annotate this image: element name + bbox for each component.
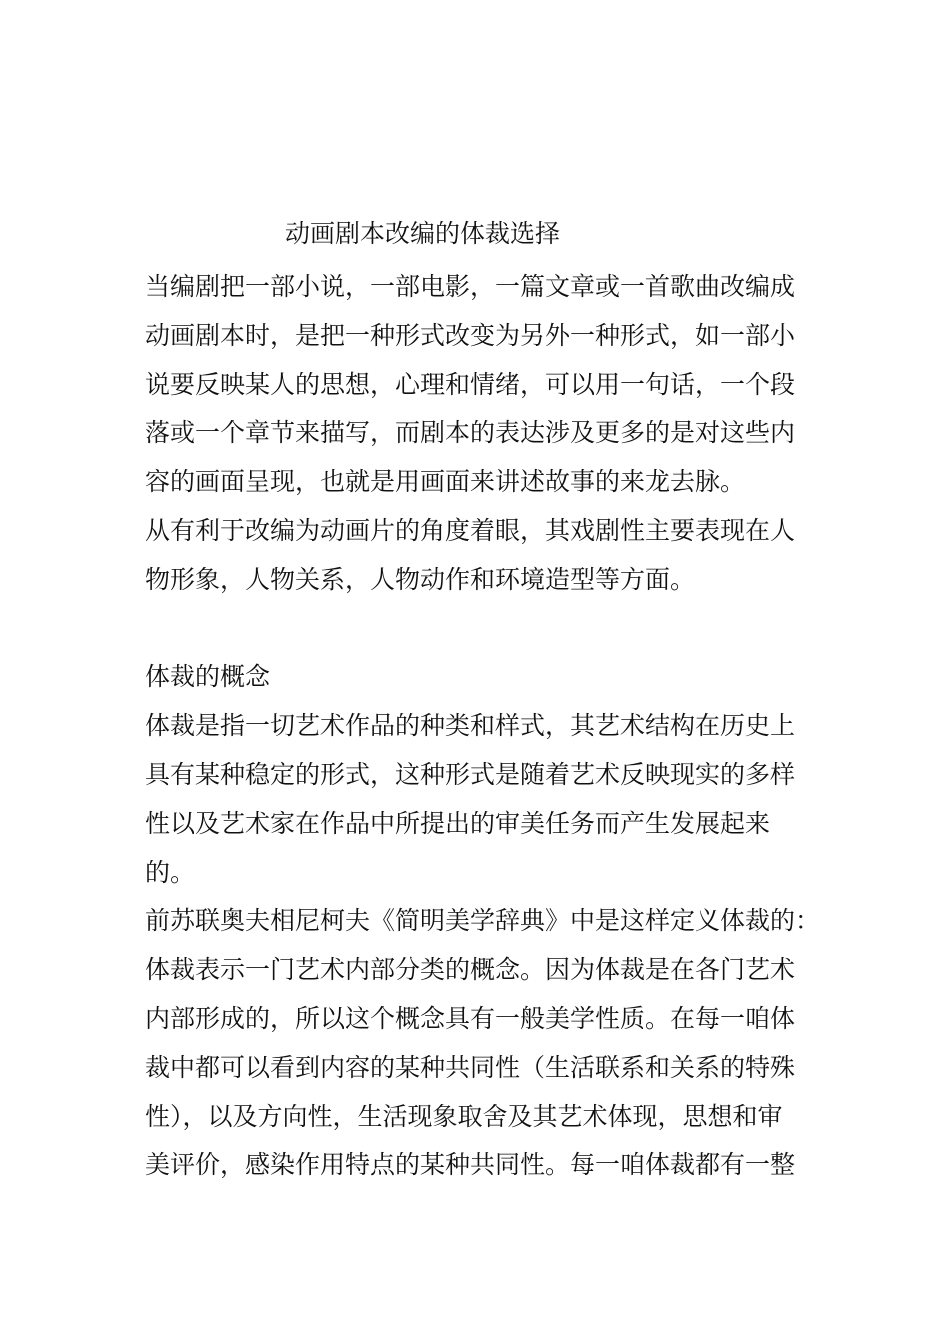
section-heading: 体裁的概念 — [145, 662, 271, 692]
text-line: 性以及艺术家在作品中所提出的审美任务而产生发展起来 — [145, 808, 771, 838]
text-line: 内部形成的，所以这个概念具有一般美学性质。在每一咱体 — [145, 1003, 796, 1033]
text-line: 当编剧把一部小说，一部电影，一篇文章或一首歌曲改编成 — [145, 272, 796, 301]
text-line: 说要反映某人的思想，心理和情绪，可以用一句话，一个段 — [145, 369, 796, 399]
document-body — [145, 263, 825, 1190]
text-line: 容的画面呈现，也就是用画面来讲述故事的来龙去脉。 — [145, 467, 746, 497]
text-line: 体裁是指一切艺术作品的种类和样式，其艺术结构在历史上 — [145, 711, 796, 741]
text-line: 的。 — [145, 857, 196, 887]
text-line: 物形象，人物关系，人物动作和环境造型等方面。 — [145, 564, 696, 594]
text-line: 具有某种稳定的形式，这种形式是随着艺术反映现实的多样 — [145, 759, 796, 789]
document-title: 动画剧本改编的体裁选择 — [285, 219, 561, 248]
text-line: 裁中都可以看到内容的某种共同性（生活联系和关系的特殊 — [145, 1052, 796, 1082]
text-line: 落或一个章节来描写，而剧本的表达涉及更多的是对这些内 — [145, 418, 796, 448]
text-line: 体裁表示一门艺术内部分类的概念。因为体裁是在各门艺术 — [145, 955, 796, 985]
text-line: 动画剧本时，是把一种形式改变为另外一种形式，如一部小 — [145, 320, 796, 350]
text-line: 性），以及方向性，生活现象取舍及其艺术体现，思想和审 — [145, 1101, 783, 1131]
text-line: 美评价，感染作用特点的某种共同性。每一咱体裁都有一整 — [145, 1150, 796, 1180]
blank-line — [145, 605, 825, 654]
text-line: 从有利于改编为动画片的角度着眼，其戏剧性主要表现在人 — [145, 515, 796, 545]
text-line: 前苏联奥夫相尼柯夫《简明美学辞典》中是这样定义体裁的： — [145, 906, 821, 936]
